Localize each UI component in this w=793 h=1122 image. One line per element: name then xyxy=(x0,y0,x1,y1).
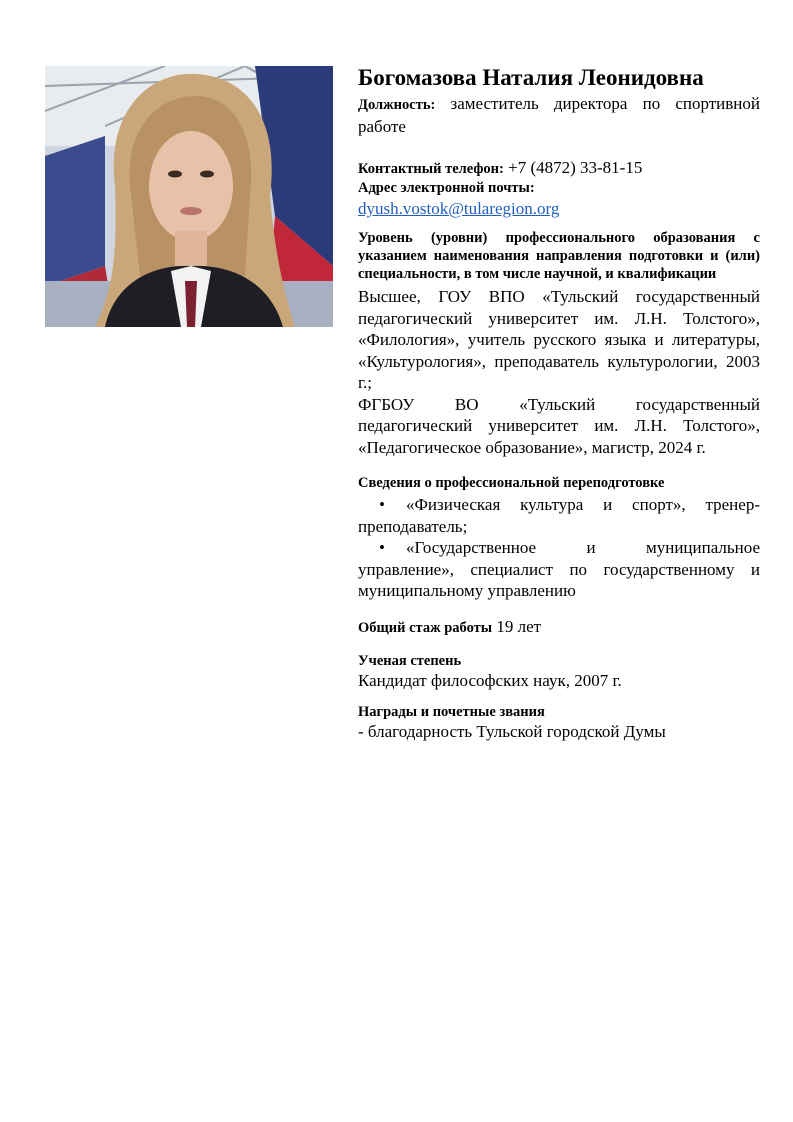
education-item-2: ФГБОУ ВО «Тульский государственный педагогический университет им. Л.Н. Толстого», «Педагогическое образование», магистр, 2024 г. xyxy=(358,394,760,457)
retraining-item-text: «Государственное и муниципальное управление», специалист по государственному и муниципальному управлению xyxy=(358,538,760,600)
retraining-title: Сведения о профессиональной переподготовке xyxy=(358,475,665,491)
retraining-list xyxy=(358,494,760,602)
retraining-item xyxy=(358,537,760,602)
email-link[interactable]: dyush.vostok@tularegion.org xyxy=(358,199,560,218)
portrait-photo xyxy=(45,66,333,327)
education-title: Уровень (уровни) профессионального образования с указанием наименования направления подготовки и (или) специальности, в том числе научной, и квалификации xyxy=(358,230,760,282)
position-line xyxy=(358,93,760,137)
phone-value: +7 (4872) 33-81-15 xyxy=(508,158,643,177)
email-label: Адрес электронной почты: xyxy=(358,180,535,196)
degree-title: Ученая степень xyxy=(358,652,462,669)
education-item-1: Высшее, ГОУ ВПО «Тульский государственный педагогический университет им. Л.Н. Толстого», «Филология», учитель русского языка и литературы, «Культурология», преподаватель культурологии, 2003 г.; xyxy=(358,287,760,392)
retraining-item-text: «Физическая культура и спорт», тренер-преподаватель; xyxy=(358,495,760,536)
person-name: Богомазова Наталия Леонидовна xyxy=(358,65,704,90)
position-label: Должность: xyxy=(358,97,436,113)
position-value: заместитель директора по спортивной работе xyxy=(358,94,760,136)
degree-value: Кандидат философских наук, 2007 г. xyxy=(358,670,622,690)
awards-title: Награды и почетные звания xyxy=(358,704,545,720)
phone-line xyxy=(358,157,760,180)
experience-line xyxy=(358,616,760,639)
awards-value: - благодарность Тульской городской Думы xyxy=(358,722,666,741)
profile-column xyxy=(358,64,760,743)
bullet-icon: • xyxy=(379,538,385,557)
portrait-photo-drawing xyxy=(45,66,333,327)
experience-value: 19 лет xyxy=(496,616,542,636)
experience-label: Общий стаж работы xyxy=(358,619,493,636)
phone-label: Контактный телефон: xyxy=(358,161,504,177)
bullet-icon: • xyxy=(379,495,385,514)
retraining-item xyxy=(358,494,760,537)
